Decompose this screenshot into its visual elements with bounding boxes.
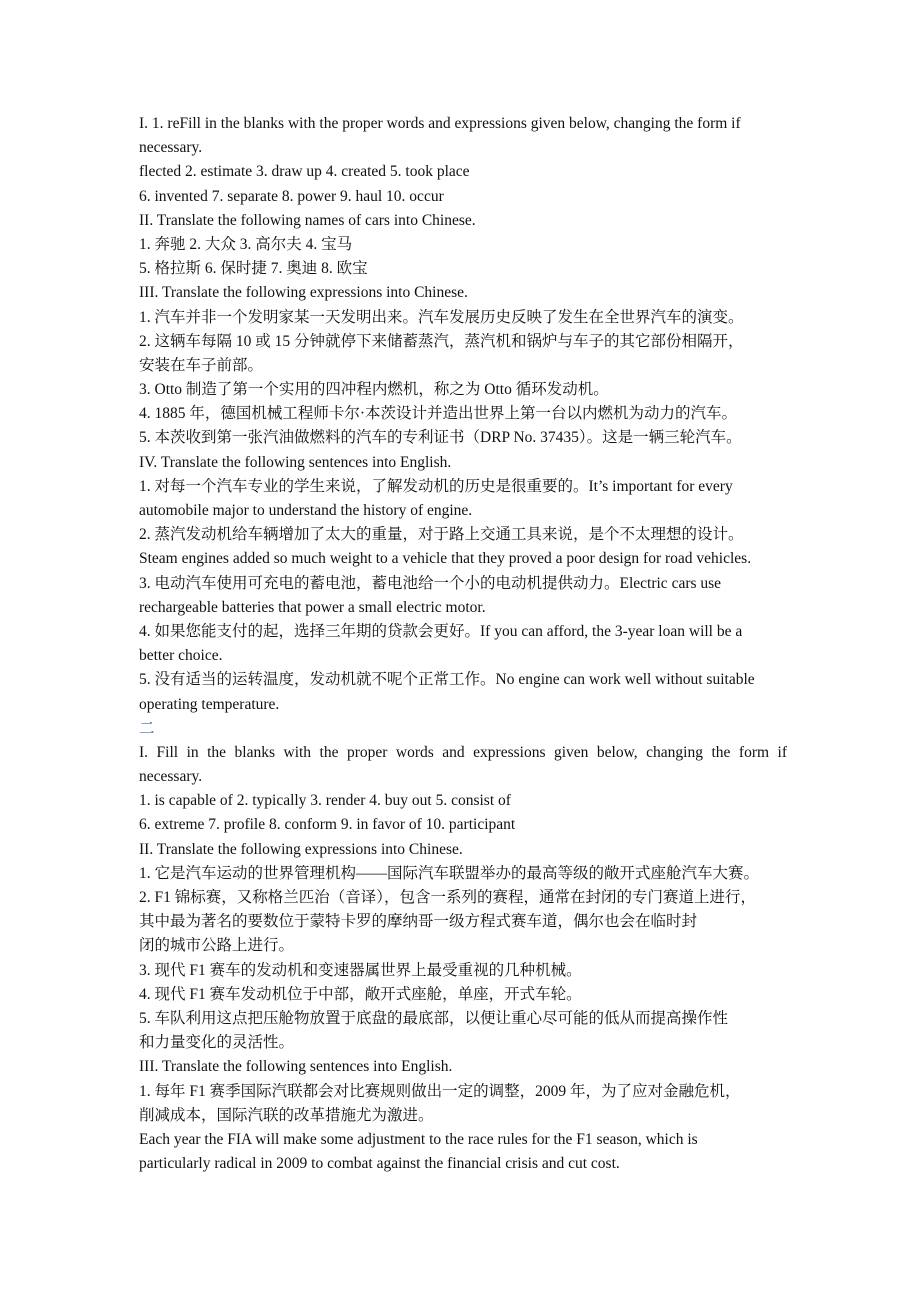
text-line: 6. invented 7. separate 8. power 9. haul 10. occur <box>139 187 444 205</box>
text-line: 1. 每年 F1 赛季国际汽联都会对比赛规则做出一定的调整，2009 年，为了应对金融危机， <box>139 1082 741 1100</box>
text-line: Steam engines added so much weight to a vehicle that they proved a poor design for road vehicles. <box>139 550 752 568</box>
text-line: 3. 电动汽车使用可充电的蓄电池，蓄电池给一个小的电动机提供动力。Electric cars use <box>139 574 722 592</box>
text-line: better choice. <box>139 647 223 665</box>
text-line: particularly radical in 2009 to combat against the financial crisis and cut cost. <box>139 1155 620 1173</box>
text-line: 2. 这辆车每隔 10 或 15 分钟就停下来储蓄蒸汽，蒸汽机和锅炉与车子的其它部份相隔开， <box>139 332 744 350</box>
section-heading: III. Translate the following expressions into Chinese. <box>139 284 468 302</box>
text-line: operating temperature. <box>139 695 280 713</box>
document-page <box>139 112 787 1176</box>
text-line: 1. 奔驰 2. 大众 3. 高尔夫 4. 宝马 <box>139 235 353 253</box>
text-line: necessary. <box>139 139 203 157</box>
text-line: flected 2. estimate 3. draw up 4. created 5. took place <box>139 163 470 181</box>
text-line: 3. Otto 制造了第一个实用的四冲程内燃机，称之为 Otto 循环发动机。 <box>139 381 609 399</box>
text-line: 2. F1 锦标赛，又称格兰匹治（音译），包含一系列的赛程，通常在封闭的专门赛道上进行， <box>139 889 756 906</box>
text-line: 5. 格拉斯 6. 保时捷 7. 奥迪 8. 欧宝 <box>139 260 368 278</box>
text-line: rechargeable batteries that power a small electric motor. <box>139 598 486 616</box>
text-line: 安装在车子前部。 <box>139 356 264 374</box>
text-line: 闭的城市公路上进行。 <box>139 937 295 955</box>
section-heading: I. 1. reFill in the blanks with the proper words and expressions given below, changing the form if <box>139 115 741 132</box>
text-line: Each year the FIA will make some adjustment to the race rules for the F1 season, which is <box>139 1130 698 1148</box>
text-line: 1. 对每一个汽车专业的学生来说，了解发动机的历史是很重要的。It’s important for every <box>139 477 733 495</box>
text-line: 其中最为著名的要数位于蒙特卡罗的摩纳哥一级方程式赛车道，偶尔也会在临时封 <box>139 913 698 931</box>
text-line: 5. 本茨收到第一张汽油做燃料的汽车的专利证书（DRP No. 37435）。这是一辆三轮汽车。 <box>139 429 742 447</box>
part-marker: 二 <box>139 719 155 737</box>
section-heading: II. Translate the following names of cars into Chinese. <box>139 211 476 229</box>
text-line: 削减成本，国际汽联的改革措施尤为激进。 <box>139 1106 434 1124</box>
text-line: 6. extreme 7. profile 8. conform 9. in favor of 10. participant <box>139 816 516 834</box>
text-line: 和力量变化的灵活性。 <box>139 1034 295 1052</box>
text-line: necessary. <box>139 768 203 786</box>
text-line: 1. 它是汽车运动的世界管理机构——国际汽车联盟举办的最高等级的敞开式座舱汽车大赛。 <box>139 864 760 882</box>
text-line: 1. 汽车并非一个发明家某一天发明出来。汽车发展历史反映了发生在全世界汽车的演变。 <box>139 308 744 326</box>
text-line: 5. 没有适当的运转温度，发动机就不呢个正常工作。No engine can work well without suitable <box>139 671 755 689</box>
text-line: 4. 如果您能支付的起，选择三年期的贷款会更好。If you can afford, the 3-year loan will be a <box>139 622 743 640</box>
text-line: automobile major to understand the history of engine. <box>139 502 473 519</box>
section-heading: IV. Translate the following sentences into English. <box>139 453 452 471</box>
text-line: 5. 车队利用这点把压舱物放置于底盘的最底部，以便让重心尽可能的低从而提高操作性 <box>139 1009 729 1027</box>
text-line: 1. is capable of 2. typically 3. render 4. buy out 5. consist of <box>139 792 511 810</box>
text-line: 4. 1885 年，德国机械工程师卡尔·本茨设计并造出世界上第一台以内燃机为动力的汽车。 <box>139 405 738 423</box>
text-line: I. Fill in the blanks with the proper words and expressions given below, changing the form if <box>139 743 787 761</box>
text-line: 3. 现代 F1 赛车的发动机和变速器属世界上最受重视的几种机械。 <box>139 961 582 979</box>
text-line: 2. 蒸汽发动机给车辆增加了太大的重量，对于路上交通工具来说，是个不太理想的设计。 <box>139 526 744 544</box>
text-line: 4. 现代 F1 赛车发动机位于中部，敞开式座舱，单座，开式车轮。 <box>139 985 582 1003</box>
section-heading: III. Translate the following sentences into English. <box>139 1058 453 1076</box>
section-heading: II. Translate the following expressions into Chinese. <box>139 840 463 858</box>
